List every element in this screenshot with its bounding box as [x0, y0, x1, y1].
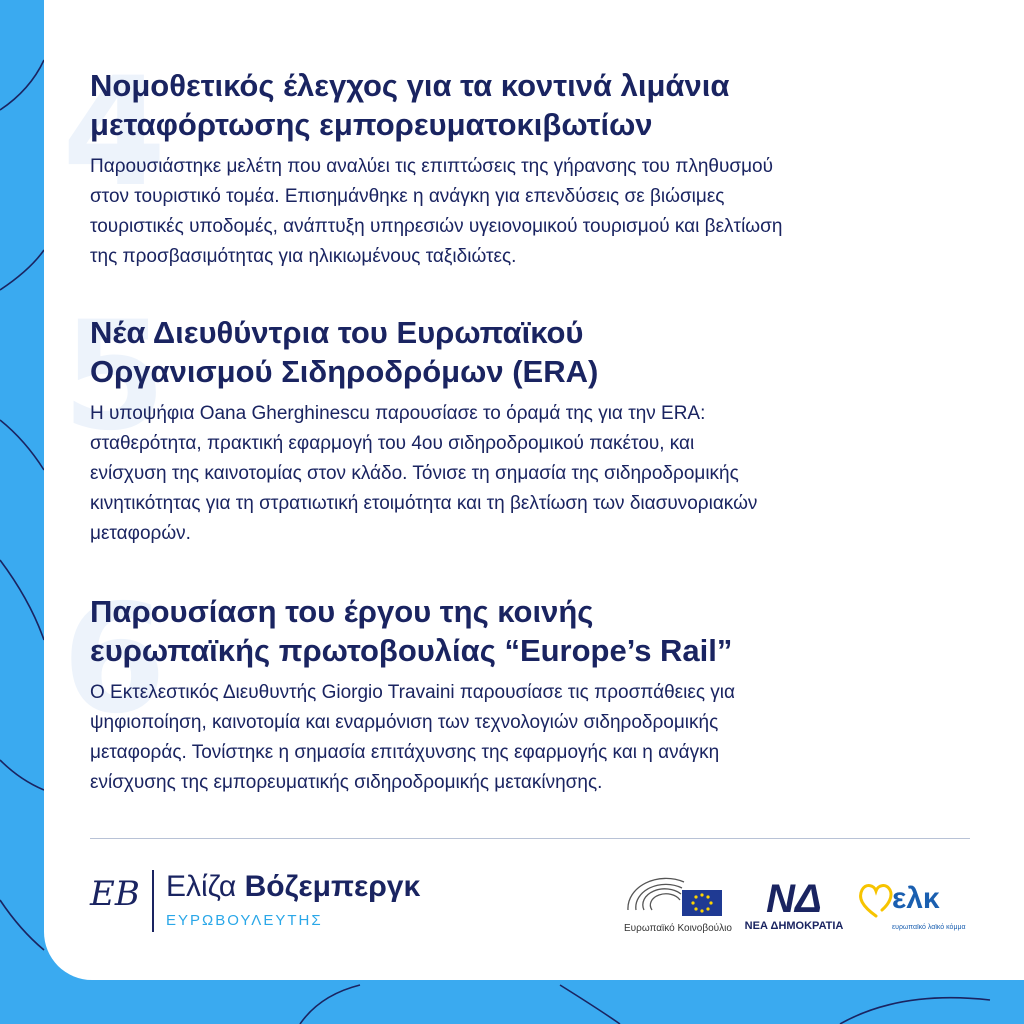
section-5 — [90, 313, 970, 549]
section-6-body-line4: ενίσχυσης της εμπορευματικής σιδηροδρομικής μετακίνησης. — [90, 772, 603, 793]
section-4-body-line2: στον τουριστικό τομέα. Επισημάνθηκε η ανάγκη για επενδύσεις σε βιώσιμες — [90, 186, 725, 207]
section-4-body-line3: τουριστικές υποδομές, ανάπτυξη υπηρεσιών υγειονομικού τουρισμού και βελτίωση — [90, 216, 783, 237]
elk-subtitle: ευρωπαϊκό λαϊκό κόμμα — [892, 924, 966, 931]
section-6-body-line1: Ο Εκτελεστικός Διευθυντής Giorgio Travaini παρουσίασε τις προσπάθειες για — [90, 682, 735, 703]
section-5-body-line5: μεταφορών. — [90, 523, 191, 544]
section-6-body-line3: μεταφοράς. Τονίστηκε η σημασία επιτάχυνσης της εφαρμογής και η ανάγκη — [90, 742, 720, 763]
section-4-title-line1: Νομοθετικός έλεγχος για τα κοντινά λιμάνια — [90, 68, 730, 103]
section-4-body-line1: Παρουσιάστηκε μελέτη που αναλύει τις επιπτώσεις της γήρανσης του πληθυσμού — [90, 156, 773, 177]
section-4-title — [90, 66, 970, 144]
section-6-title — [90, 592, 970, 670]
nd-caption: ΝΕΑ ΔΗΜΟΚΡΑΤΙΑ — [744, 920, 844, 932]
section-5-body-line3: ενίσχυση της καινοτομίας στον κλάδο. Τόνισε τη σημασία της σιδηροδρομικής — [90, 463, 739, 484]
section-6 — [90, 592, 970, 798]
section-5-body-line1: Η υποψήφια Oana Gherghinescu παρουσίασε το όραμά της για την ERA: — [90, 403, 706, 424]
section-6-body-line2: ψηφιοποίηση, καινοτομία και εναρμόνιση των τεχνολογιών σιδηροδρομικής — [90, 712, 719, 733]
section-6-title-line2: ευρωπαϊκής πρωτοβουλίας “Europe’s Rail” — [90, 633, 733, 668]
section-6-title-line1: Παρουσίαση του έργου της κοινής — [90, 594, 594, 629]
parliament-hemicycle-icon — [624, 870, 724, 918]
heart-icon — [856, 880, 896, 920]
new-democracy-logo — [744, 878, 844, 942]
section-4-title-line2: μεταφόρτωσης εμπορευματοκιβωτίων — [90, 107, 653, 142]
monogram-logo: EB — [90, 874, 140, 914]
section-5-title-line1: Νέα Διευθύντρια του Ευρωπαϊκού — [90, 315, 584, 350]
mep-last-name: Βόζεμπεργκ — [244, 870, 421, 903]
footer-divider — [90, 838, 970, 839]
section-5-body — [90, 399, 970, 549]
mep-name — [166, 870, 420, 904]
section-number-5: 5 — [62, 290, 167, 464]
signature-separator — [152, 870, 154, 932]
section-number-6: 6 — [62, 573, 167, 747]
section-4-body — [90, 152, 970, 272]
nd-mark: ΝΔ — [766, 877, 822, 921]
mep-role: ΕΥΡΩΒΟΥΛΕΥΤΗΣ — [166, 912, 323, 929]
epp-logo — [856, 876, 976, 940]
signature-block — [90, 866, 490, 936]
mep-first-name: Ελίζα — [166, 870, 237, 903]
section-5-title — [90, 313, 970, 391]
section-number-4: 4 — [62, 46, 167, 220]
content-card — [44, 0, 1024, 980]
section-5-body-line2: σταθερότητα, πρακτική εφαρμογή του 4ου σιδηροδρομικού πακέτου, και — [90, 433, 695, 454]
section-5-title-line2: Οργανισμού Σιδηροδρόμων (ERA) — [90, 354, 599, 389]
section-6-body — [90, 678, 970, 798]
ep-caption: Ευρωπαϊκό Κοινοβούλιο — [624, 923, 732, 934]
section-5-body-line4: κινητικότητας για τη στρατιωτική ετοιμότητα και τη βελτίωση των διασυνοριακών — [90, 493, 758, 514]
european-parliament-logo — [624, 870, 732, 940]
elk-wordmark: ελκ — [892, 882, 940, 915]
section-4 — [90, 66, 970, 272]
section-4-body-line4: της προσβασιμότητας για ηλικιωμένους ταξιδιώτες. — [90, 246, 517, 267]
